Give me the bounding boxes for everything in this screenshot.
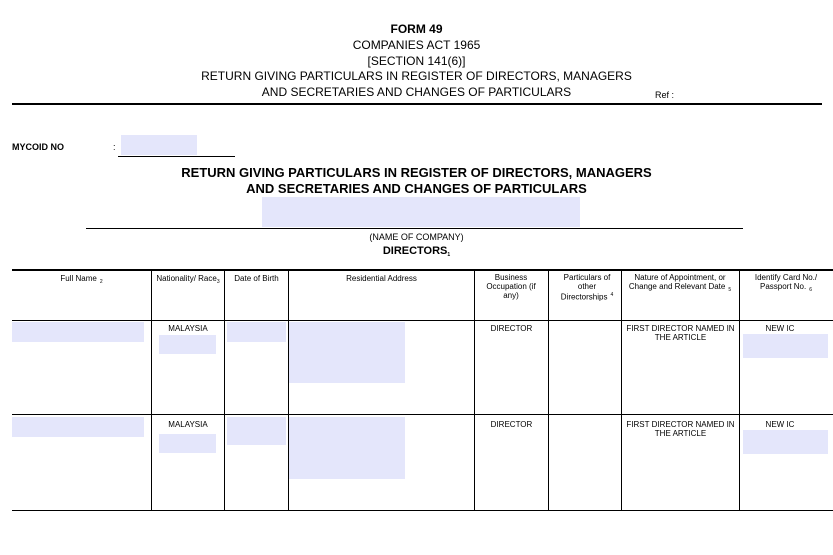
- full-name-input[interactable]: [12, 322, 144, 342]
- mycoid-underline: [118, 156, 235, 157]
- nature-value: FIRST DIRECTOR NAMED IN THE ARTICLE: [626, 324, 735, 342]
- directors-title: DIRECTORS: [382, 245, 448, 257]
- company-name-input[interactable]: [262, 197, 580, 227]
- dob-input[interactable]: [227, 322, 286, 342]
- race-input[interactable]: [159, 335, 216, 354]
- col-divider: [224, 271, 225, 511]
- nature-value: FIRST DIRECTOR NAMED IN THE ARTICLE: [626, 420, 735, 438]
- id-type-value: NEW IC: [765, 420, 795, 429]
- act-name: COMPANIES ACT 1965: [352, 38, 481, 52]
- id-number-input[interactable]: [743, 334, 828, 358]
- nationality-value: MALAYSIA: [168, 420, 208, 429]
- col-header-nationality: Nationality/ Race$_3$: [156, 274, 220, 285]
- occupation-value: DIRECTOR: [490, 324, 533, 333]
- col-divider: [474, 271, 475, 511]
- full-name-input[interactable]: [12, 417, 144, 437]
- col-header-occupation: Business Occupation (if any): [486, 273, 536, 300]
- col-header-address: Residential Address: [346, 274, 417, 283]
- directors-note: 1: [447, 252, 451, 258]
- dob-input[interactable]: [227, 417, 286, 445]
- header-title-line2: AND SECRETARIES AND CHANGES OF PARTICULARS: [261, 85, 572, 99]
- header-title-line1: RETURN GIVING PARTICULARS IN REGISTER OF DIRECTORS, MANAGERS: [201, 69, 632, 83]
- col-header-dob: Date of Birth: [234, 274, 279, 283]
- address-input[interactable]: [289, 417, 405, 479]
- race-input[interactable]: [159, 434, 216, 453]
- table-header-rule: [12, 320, 833, 321]
- mycoid-label: MYCOID NO: [12, 142, 65, 152]
- nationality-value: MALAYSIA: [168, 324, 208, 333]
- mycoid-colon: :: [113, 142, 116, 152]
- id-type-value: NEW IC: [765, 324, 795, 333]
- col-header-other-directorships: Particulars of other Directorships $^4$: [560, 273, 614, 302]
- table-top-rule: [12, 269, 833, 271]
- col-divider: [548, 271, 549, 511]
- col-header-id: Identify Card No./ Passport No. $_6$: [754, 273, 818, 293]
- header-divider: [12, 103, 822, 105]
- form-number: FORM 49: [390, 22, 443, 36]
- main-title-line2: AND SECRETARIES AND CHANGES OF PARTICULARS: [246, 181, 587, 196]
- table-row1-rule: [12, 414, 833, 415]
- company-name-caption: (NAME OF COMPANY): [369, 232, 464, 242]
- directors-heading: [0, 245, 833, 258]
- occupation-value: DIRECTOR: [490, 420, 533, 429]
- col-divider: [621, 271, 622, 511]
- address-input[interactable]: [289, 322, 405, 383]
- col-divider: [739, 271, 740, 511]
- table-bottom-rule: [12, 510, 833, 511]
- col-divider: [151, 271, 152, 511]
- col-header-full-name: Full Name $_2$: [60, 274, 103, 285]
- ref-label: Ref :: [655, 90, 675, 100]
- main-title-line1: RETURN GIVING PARTICULARS IN REGISTER OF DIRECTORS, MANAGERS: [181, 165, 652, 180]
- id-number-input[interactable]: [743, 430, 828, 454]
- mycoid-input[interactable]: [121, 135, 197, 155]
- col-header-nature: Nature of Appointment, or Change and Relevant Date $_5$: [628, 273, 732, 293]
- company-name-underline: [86, 228, 743, 229]
- section-ref: [SECTION 141(6)]: [367, 54, 466, 68]
